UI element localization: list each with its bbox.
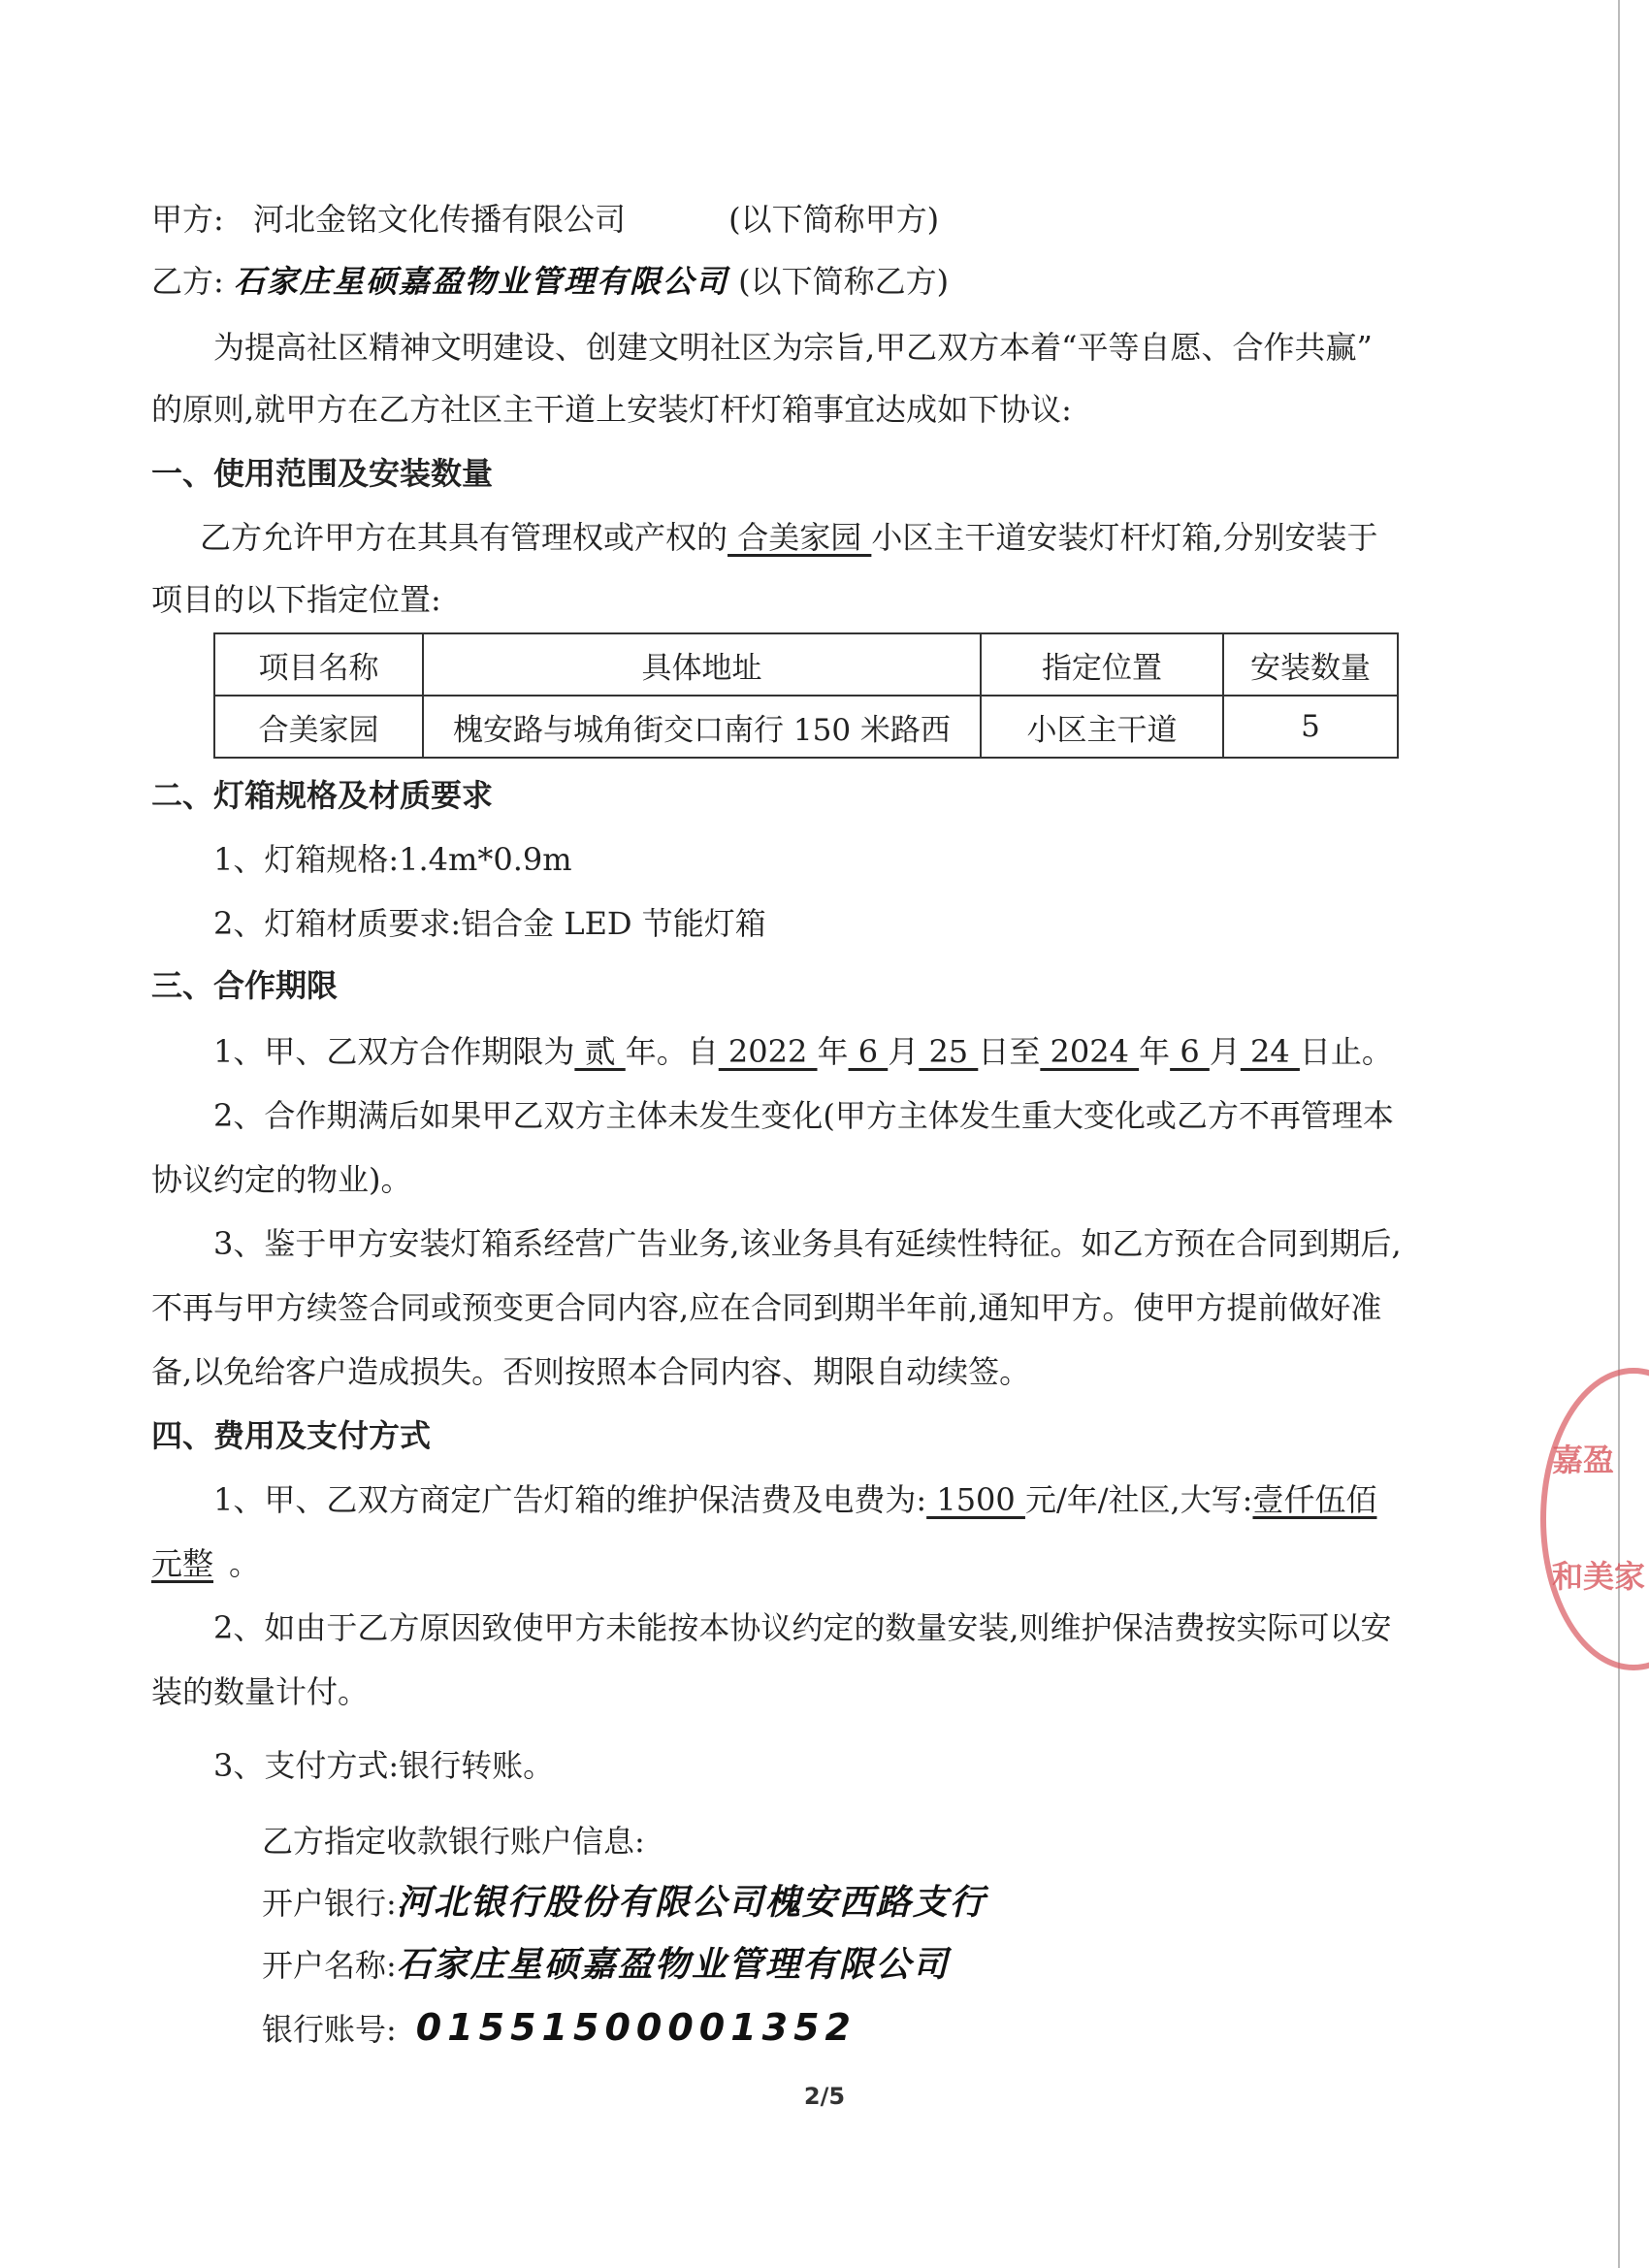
party-b-name-handwritten: 石家庄星硕嘉盈物业管理有限公司 [233,263,728,300]
fee-capital-fill-2: 元整 [151,1545,214,1582]
table-header: 项目名称 [214,633,423,696]
party-a-line [151,200,1474,239]
table-header-row [214,633,1398,696]
table-row [214,696,1398,758]
section-3-item-3-line-2: 不再与甲方续签合同或预变更合同内容,应在合同到期半年前,通知甲方。使甲方提前做好准 [151,1289,1382,1326]
table-cell: 槐安路与城角街交口南行 150 米路西 [423,696,981,758]
table-cell: 5 [1223,696,1398,758]
fee-amount-fill: 1500 [926,1481,1025,1518]
sec3-text: 月 [888,1033,920,1070]
table-header: 指定位置 [981,633,1223,696]
sec4-text: 1、甲、乙双方商定广告灯箱的维护保洁费及电费为: [213,1481,927,1518]
account-number-line [151,2008,1474,2049]
section-2-heading: 二、灯箱规格及材质要求 [151,777,494,814]
section-3-item-3-line-3: 备,以免给客户造成损失。否则按照本合同内容、期限自动续签。 [151,1353,1031,1390]
sec3-text: 1、甲、乙双方合作期限为 [213,1033,575,1070]
table-header: 具体地址 [423,633,981,696]
section-3-item-1 [151,1032,1474,1071]
intro-line-1: 为提高社区精神文明建设、创建文明社区为宗旨,甲乙双方本着“平等自愿、合作共赢” [213,329,1373,366]
section-4-item-2-line-2: 装的数量计付。 [151,1673,370,1710]
table-header: 安装数量 [1223,633,1398,696]
fee-capital-fill: 壹仟伍佰 [1252,1481,1377,1518]
section-3-item-2-line-2: 协议约定的物业)。 [151,1161,412,1198]
bank-label: 开户银行: [262,1885,397,1922]
start-day-fill: 25 [919,1033,979,1070]
sec3-text: 年。自 [625,1033,719,1070]
account-number-label: 银行账号: [262,2011,397,2048]
section-4-item-3: 3、支付方式:银行转账。 [213,1747,555,1784]
section-2-item-1: 1、灯箱规格:1.4m*0.9m [213,841,572,878]
scan-edge-line [1618,0,1620,2268]
seal-text-2: 和美家 [1552,1558,1646,1595]
party-b-label: 乙方: [151,263,224,300]
account-name-handwritten: 石家庄星硕嘉盈物业管理有限公司 [396,1945,950,1985]
account-name-label: 开户名称: [262,1947,397,1984]
section-3-item-2-line-1: 2、合作期满后如果甲乙双方主体未发生变化(甲方主体发生重大变化或乙方不再管理本 [213,1097,1394,1134]
red-seal-stamp [1540,1368,1649,1670]
bank-name-line [151,1884,1474,1923]
bank-value-handwritten: 河北银行股份有限公司槐安西路支行 [396,1883,986,1923]
section-1-heading: 一、使用范围及安装数量 [151,455,494,492]
project-name-fill: 合美家园 [728,519,872,556]
bank-info-title: 乙方指定收款银行账户信息: [262,1823,645,1860]
sec1-text-post: 小区主干道安装灯杆灯箱,分别安装于 [871,519,1378,556]
account-number-handwritten: 01551500001352 [415,2006,857,2049]
sec4-text: 元/年/社区,大写: [1024,1481,1253,1518]
sec3-text: 日至 [978,1033,1041,1070]
party-a-label: 甲方: [151,201,224,238]
section-4-item-2-line-1: 2、如由于乙方原因致使甲方未能按本协议约定的数量安装,则维护保洁费按实际可以安 [213,1609,1392,1646]
end-day-fill: 24 [1240,1033,1300,1070]
term-years-fill: 贰 [574,1033,626,1070]
sec3-text: 年 [817,1033,849,1070]
page-number: 2/5 [803,2083,846,2110]
section-4-item-1-line-1 [151,1480,1474,1519]
account-name-line [151,1946,1474,1985]
sec3-text: 月 [1209,1033,1241,1070]
sec4-text: 。 [229,1545,261,1582]
table-cell: 合美家园 [214,696,423,758]
start-month-fill: 6 [848,1033,889,1070]
sec1-text: 乙方允许甲方在其具有管理权或产权的 [200,519,728,556]
seal-text: 嘉盈 [1552,1442,1615,1478]
party-a-note: (以下简称甲方) [728,201,940,238]
section-3-heading: 三、合作期限 [151,967,339,1004]
sec3-text: 日止。 [1299,1033,1393,1070]
location-table [213,632,1399,759]
section-2-item-2: 2、灯箱材质要求:铝合金 LED 节能灯箱 [213,905,766,942]
section-4-item-1-line-2 [151,1544,1474,1583]
section-1-para-2: 项目的以下指定位置: [151,581,441,618]
end-year-fill: 2024 [1040,1033,1140,1070]
section-4-heading: 四、费用及支付方式 [151,1417,432,1454]
start-year-fill: 2022 [718,1033,818,1070]
section-3-item-3-line-1: 3、鉴于甲方安装灯箱系经营广告业务,该业务具有延续性特征。如乙方预在合同到期后, [213,1225,1402,1262]
intro-line-2: 的原则,就甲方在乙方社区主干道上安装灯杆灯箱事宜达成如下协议: [151,391,1072,428]
party-b-note: (以下简称乙方) [738,263,950,300]
end-month-fill: 6 [1170,1033,1210,1070]
sec3-text: 年 [1139,1033,1171,1070]
table-cell: 小区主干道 [981,696,1223,758]
party-a-name: 河北金铭文化传播有限公司 [252,201,626,238]
section-1-para-1 [151,518,1474,557]
party-b-line [151,262,1474,301]
